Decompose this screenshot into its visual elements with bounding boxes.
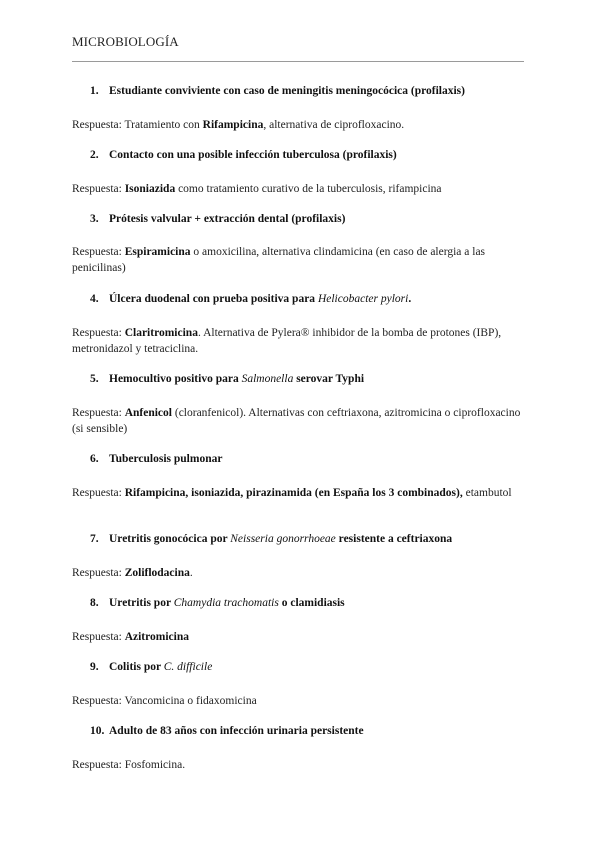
bold-text: Uretritis gonocócica por [109,533,231,545]
text-run: o amoxicilina, alternativa clindamicina (en caso de alergia a las penicilinas) [72,246,486,274]
italic-text: Helicobacter pylori [317,293,409,305]
question-heading [90,149,530,161]
question-number: 8. [90,597,99,609]
text-run: como tratamiento curativo de la tuberculosis, rifampicina [175,183,442,195]
bold-text: Prótesis valvular + extracción dental (profilaxis) [109,213,346,225]
text-run: Respuesta: [72,183,125,195]
question-number: 6. [90,453,99,465]
text-run: Respuesta: Fosfomicina. [72,759,186,771]
answer-text [72,485,534,501]
question-number: 2. [90,149,99,161]
question-number: 1. [90,85,99,97]
bold-text: Adulto de 83 años con infección urinaria persistente [109,725,364,737]
page-header-title: MICROBIOLOGÍA [72,34,179,49]
bold-text: resistente a ceftriaxona [335,533,453,545]
bold-text: Uretritis por [109,597,174,609]
text-run: . [189,567,193,579]
text-run: Respuesta: [72,487,125,499]
bold-text: serovar Typhi [293,373,365,385]
text-run: . Alternativa de Pylera® inhibidor de la bomba de protones (IBP), metronidazol y tetraciclina. [72,327,502,355]
bold-text: Zoliflodacina [124,567,190,579]
question-number: 9. [90,661,99,673]
question-heading [90,373,530,385]
bold-text: Isoniazida [124,183,176,195]
answer-text [72,181,534,197]
question-heading [90,533,530,545]
italic-text: Neisseria gonorrhoeae [230,533,336,545]
answer-text [72,244,534,276]
header-divider [72,61,524,62]
question-number: 5. [90,373,99,385]
question-heading [90,725,530,737]
bold-text: . [408,293,412,305]
question-heading [90,661,530,673]
answer-text [72,693,534,709]
text-run: Respuesta: [72,567,125,579]
italic-text: Chamydia trachomatis [173,597,279,609]
bold-text: Úlcera duodenal con prueba positiva para [109,293,318,305]
text-run: (cloranfenicol). Alternativas con ceftriaxona, azitromicina o ciprofloxacino (si sensible) [72,407,521,435]
answer-text [72,757,534,773]
bold-text: Tuberculosis pulmonar [109,453,223,465]
bold-text: Rifampicina, isoniazida, pirazinamida (en España los 3 combinados), [124,487,463,499]
bold-text: Rifampicina [202,119,264,131]
bold-text: Azitromicina [124,631,190,643]
bold-text: Claritromicina [124,327,198,339]
answer-text [72,629,534,645]
text-run: Respuesta: Vancomicina o fidaxomicina [72,695,257,707]
answer-text [72,325,534,357]
question-number: 4. [90,293,99,305]
question-heading [90,597,530,609]
bold-text: Contacto con una posible infección tuberculosa (profilaxis) [109,149,397,161]
bold-text: Hemocultivo positivo para [109,373,242,385]
bold-text: Anfenicol [124,407,172,419]
text-run: etambutol [462,487,512,499]
bold-text: o clamidiasis [278,597,345,609]
text-run: , alternativa de ciprofloxacino. [263,119,405,131]
bold-text: Colitis por [109,661,164,673]
question-heading [90,85,530,97]
italic-text: Salmonella [241,373,294,385]
question-heading [90,213,530,225]
bold-text: Estudiante conviviente con caso de meningitis meningocócica (profilaxis) [109,85,465,97]
answer-text [72,117,534,133]
text-run: Respuesta: [72,631,125,643]
bold-text: Espiramicina [124,246,191,258]
question-number: 7. [90,533,99,545]
text-run: Respuesta: [72,327,125,339]
question-number: 10. [90,725,105,737]
question-heading [90,293,530,305]
italic-text: C. difficile [163,661,213,673]
text-run: Respuesta: [72,246,125,258]
answer-text [72,565,534,581]
answer-text [72,405,534,437]
question-number: 3. [90,213,99,225]
text-run: Respuesta: [72,407,125,419]
question-heading [90,453,530,465]
text-run: Respuesta: Tratamiento con [72,119,203,131]
